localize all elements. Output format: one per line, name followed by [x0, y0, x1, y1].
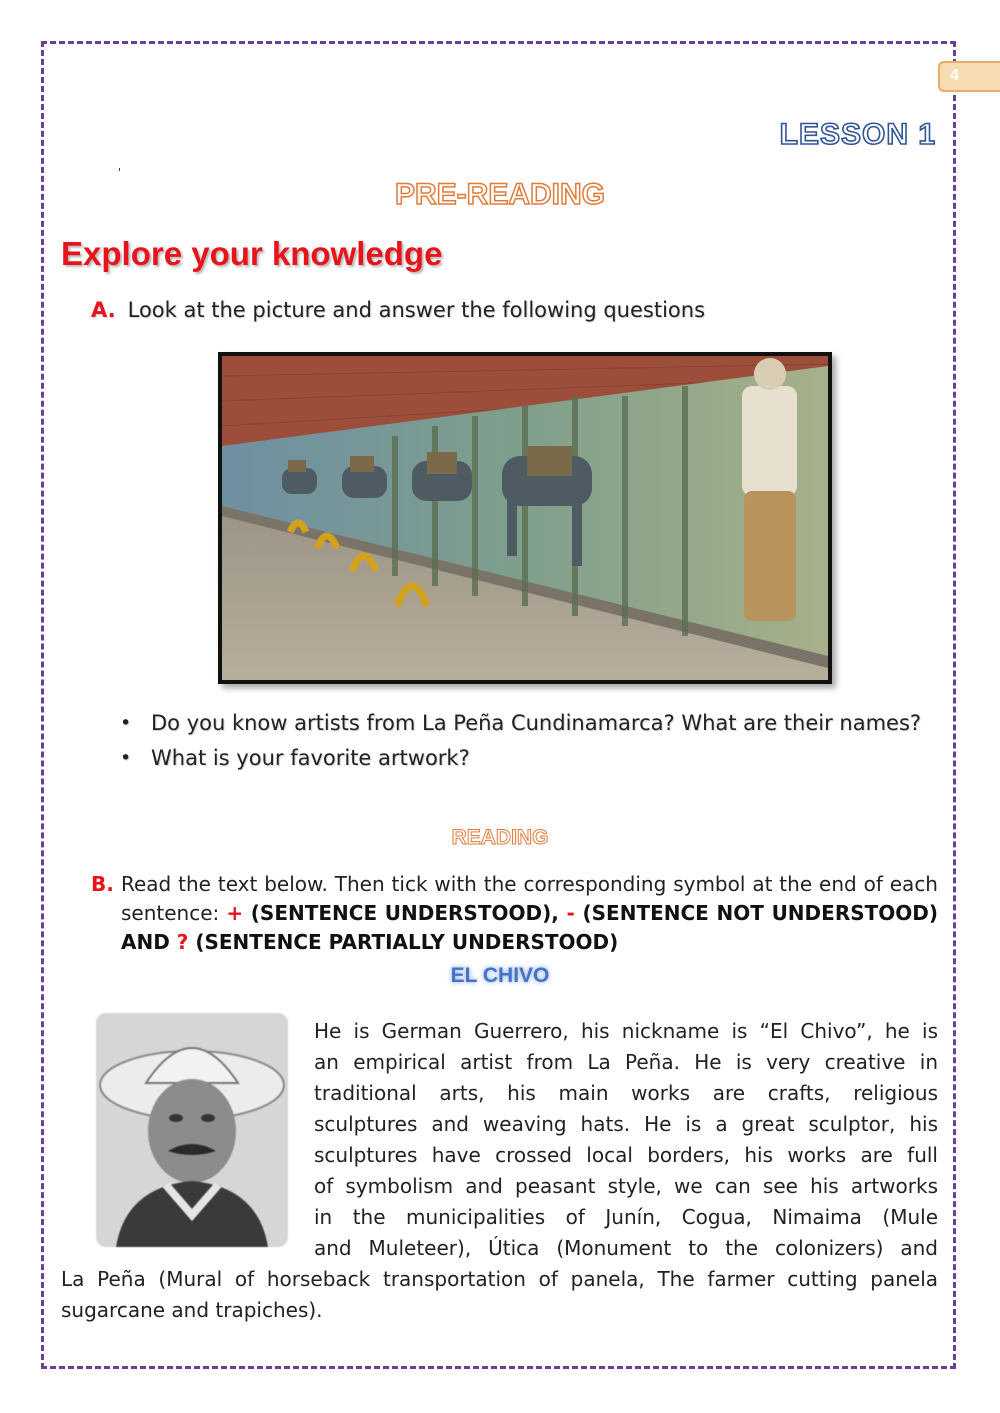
- activity-b-intro: Read the text below. Then tick with the corresponding symbol at the end of each sentence:: [121, 872, 938, 925]
- question-list: [120, 706, 938, 776]
- article-line: in the municipalities of Junín, Cogua, Nimaima (Mule: [314, 1205, 938, 1229]
- portrait-illustration: [96, 1013, 288, 1247]
- article-line: traditional arts, his main works are crafts, religious: [314, 1081, 938, 1105]
- symbol-question: ?: [176, 930, 189, 954]
- symbol-plus: +: [226, 901, 244, 925]
- page-number: 4: [950, 67, 959, 84]
- mural-photo: [218, 352, 832, 684]
- artist-portrait: [96, 1013, 288, 1247]
- article-line: sculptures have crossed local borders, his works are full: [314, 1143, 938, 1167]
- article-line: He is German Guerrero, his nickname is “El Chivo”, he is: [314, 1019, 938, 1043]
- symbol-minus: -: [566, 901, 575, 925]
- article-line: sculptures and weaving hats. He is a great sculptor, his: [314, 1112, 938, 1136]
- article-line: and Muleteer), Útica (Monument to the colonizers) and: [314, 1236, 938, 1260]
- article-text-top: [314, 1016, 938, 1264]
- article-text-bottom: La Peña (Mural of horseback transportation of panela, The farmer cutting panela sugarcane and trapiches).: [61, 1267, 938, 1322]
- section-title-reading: READING: [451, 826, 549, 849]
- article-line: of symbolism and peasant style, we can see his artworks: [314, 1174, 938, 1198]
- stray-mark: [119, 168, 120, 171]
- legend-not-understood: (SENTENCE NOT UNDERSTOOD) AND: [121, 901, 939, 954]
- question-item: • What is your favorite artwork?: [120, 741, 938, 776]
- activity-a: [91, 298, 705, 322]
- activity-a-instruction: Look at the picture and answer the following questions: [127, 298, 706, 322]
- article-line: an empirical artist from La Peña. He is very creative in: [314, 1050, 938, 1074]
- lesson-title: LESSON 1: [779, 118, 936, 151]
- legend-partially-understood: (SENTENCE PARTIALLY UNDERSTOOD): [188, 930, 619, 954]
- activity-b-instruction: [91, 870, 938, 957]
- page-number-tab: [938, 61, 1000, 92]
- activity-b-label: B.: [91, 872, 114, 896]
- explore-heading: Explore your knowledge: [61, 235, 443, 272]
- legend-understood: (SENTENCE UNDERSTOOD),: [243, 901, 567, 925]
- section-title-pre-reading: PRE-READING: [394, 178, 605, 211]
- article-title: EL CHIVO: [450, 964, 550, 987]
- activity-a-label: A.: [91, 298, 116, 322]
- question-item: • Do you know artists from La Peña Cundinamarca? What are their names?: [120, 706, 938, 741]
- mural-illustration: [222, 356, 828, 680]
- activity-b: [91, 870, 938, 957]
